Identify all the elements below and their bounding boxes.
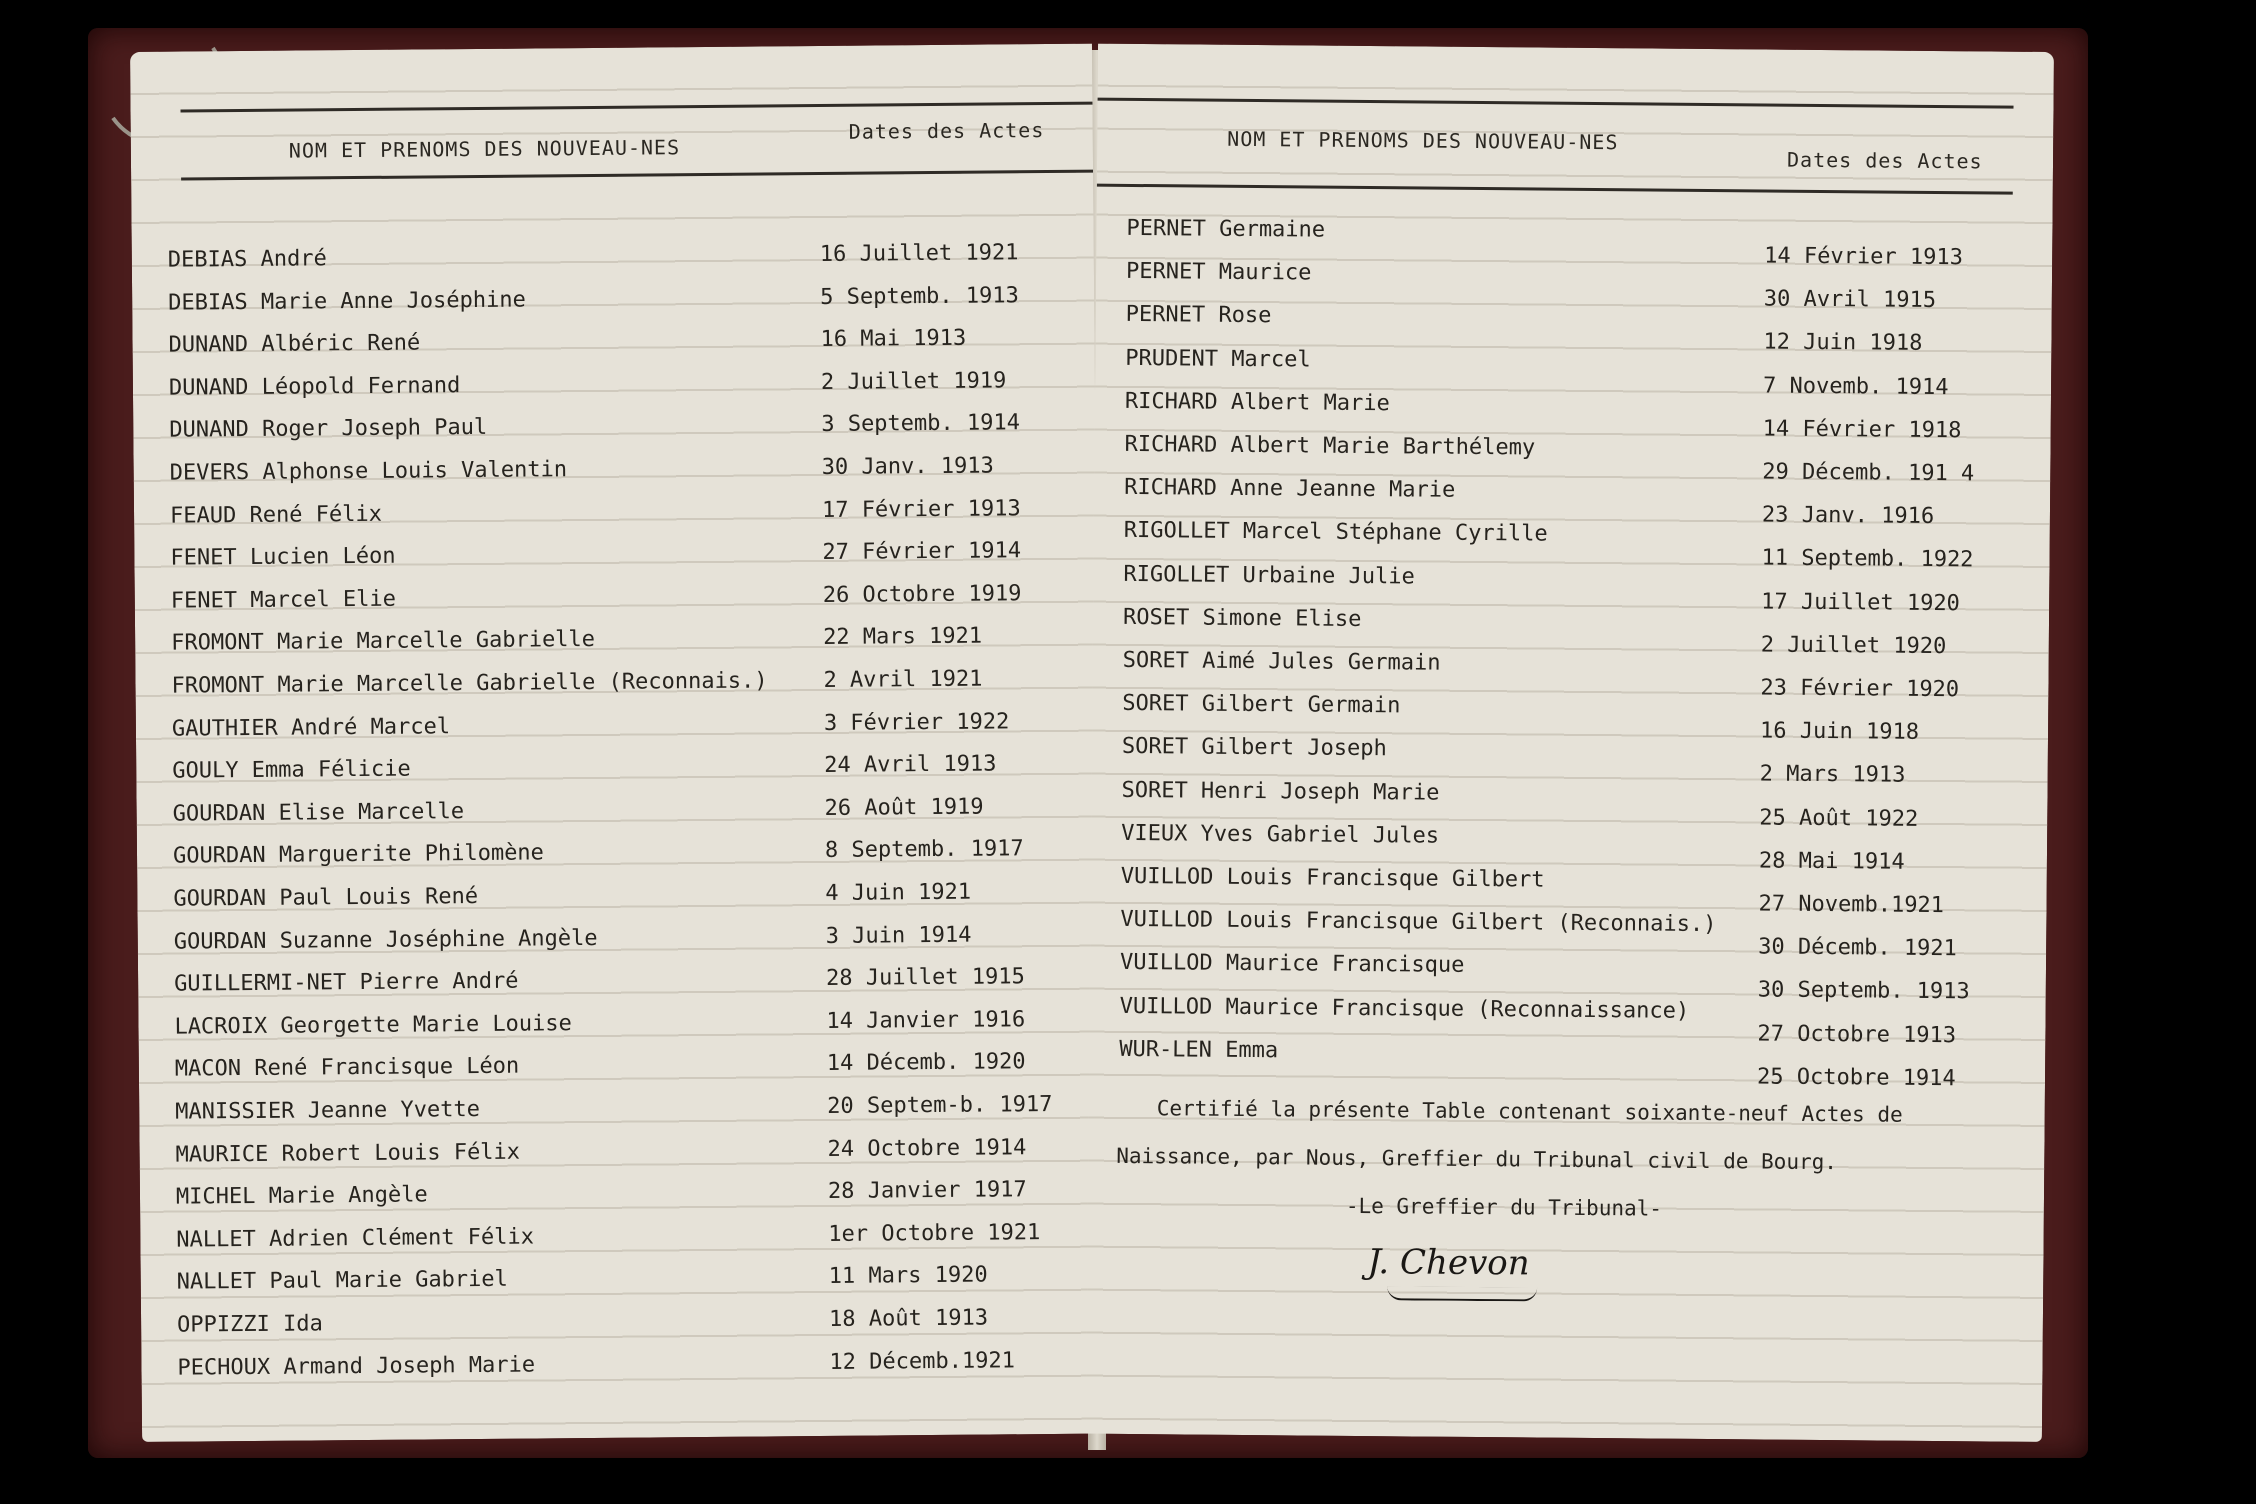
entry-date: 24 Octobre 1914 [827, 1134, 1027, 1162]
entry-name: DEBIAS André [167, 246, 327, 273]
entry-row [134, 453, 1096, 497]
entry-date: 2 Avril 1921 [823, 666, 983, 693]
entry-date: 30 Décemb. 1921 [1758, 934, 1957, 962]
entry-date: 30 Janv. 1913 [821, 453, 994, 480]
entry-date: 27 Octobre 1913 [1757, 1021, 1957, 1048]
entry-name: VUILLOD Louis Francisque Gilbert (Reconnais.) [1120, 907, 1717, 938]
entry-name: NALLET Paul Marie Gabriel [176, 1267, 508, 1296]
entry-name: GAUTHIER André Marcel [171, 713, 451, 742]
entry-row [1090, 950, 2046, 1005]
entry-name: GOURDAN Marguerite Philomène [172, 840, 544, 870]
entry-date: 14 Février 1918 [1762, 416, 1962, 444]
entry-name: WUR-LEN Emma [1119, 1036, 1279, 1064]
left-header-date: Dates des Actes [848, 118, 1045, 144]
entry-row [138, 1006, 1100, 1050]
entry-row [133, 367, 1095, 411]
entry-name: SORET Henri Joseph Marie [1121, 777, 1440, 806]
entry-date: 3 Septemb. 1914 [821, 410, 1021, 438]
entry-name: PRUDENT Marcel [1125, 345, 1311, 373]
entry-date: 12 Décemb.1921 [829, 1347, 1015, 1375]
entry-date: 14 Décemb. 1920 [826, 1049, 1026, 1077]
entry-name: LACROIX Georgette Marie Louise [174, 1010, 572, 1040]
entry-date: 16 Juin 1918 [1759, 718, 1920, 746]
entry-row [140, 1177, 1102, 1221]
entry-name: RICHARD Anne Jeanne Marie [1124, 475, 1456, 503]
entry-date: 26 Août 1919 [824, 794, 984, 821]
entry-name: VIEUX Yves Gabriel Jules [1121, 820, 1440, 849]
entry-row [1091, 863, 2047, 919]
entry-date: 11 Septemb. 1922 [1761, 545, 1974, 573]
entry-row [1094, 518, 2050, 573]
entry-name: RICHARD Albert Marie Barthélemy [1124, 431, 1536, 461]
entry-name: RIGOLLET Urbaine Julie [1123, 561, 1415, 590]
entry-row [1094, 431, 2050, 487]
entry-name: OPPIZZI Ida [177, 1311, 323, 1338]
header-bottom-rule [1097, 184, 2013, 195]
entry-name: VUILLOD Louis Francisque Gilbert [1120, 863, 1545, 893]
entry-row [1095, 302, 2051, 357]
entry-date: 30 Avril 1915 [1763, 286, 1937, 314]
entry-row [1090, 907, 2046, 962]
entry-row [1089, 1036, 2045, 1091]
entry-date: 17 Février 1913 [821, 495, 1021, 523]
entry-date: 27 Février 1914 [822, 538, 1022, 566]
entry-row [1095, 388, 2051, 444]
entry-name: FEAUD René Félix [169, 501, 383, 529]
entry-row [1092, 647, 2048, 703]
entry-name: GUILLERMI-NET Pierre André [174, 968, 519, 997]
entry-row [135, 623, 1097, 667]
entry-row [1091, 777, 2047, 832]
left-page [130, 44, 1104, 1442]
entry-name: FROMONT Marie Marcelle Gabrielle (Reconnais.) [171, 668, 768, 699]
entry-row [140, 1134, 1102, 1178]
entry-date: 1er Octobre 1921 [828, 1219, 1041, 1247]
entry-date: 23 Février 1920 [1760, 675, 1960, 703]
entry-row [137, 836, 1099, 880]
entry-name: RIGOLLET Marcel Stéphane Cyrille [1123, 518, 1548, 547]
entry-date: 4 Juin 1921 [825, 879, 972, 906]
entry-date: 2 Juillet 1920 [1760, 632, 1947, 659]
entry-row [1093, 604, 2049, 659]
entry-date: 12 Juin 1918 [1763, 329, 1923, 357]
entry-row [1096, 215, 2052, 271]
entry-name: MAURICE Robert Louis Félix [175, 1139, 521, 1168]
entry-name: DEVERS Alphonse Louis Valentin [169, 457, 568, 486]
entry-name: ROSET Simone Elise [1122, 604, 1362, 632]
entry-name: MANISSIER Jeanne Yvette [175, 1096, 480, 1125]
entry-row [133, 410, 1095, 454]
entry-row [140, 1219, 1102, 1263]
entry-row [1095, 345, 2051, 400]
entry-date: 11 Mars 1920 [828, 1262, 988, 1290]
entry-name: GOURDAN Suzanne Joséphine Angèle [173, 925, 598, 955]
entry-row [137, 879, 1099, 923]
entry-date: 5 Septemb. 1913 [820, 282, 1019, 310]
entry-row [1096, 259, 2052, 314]
entry-row [1094, 475, 2050, 530]
entry-row [136, 708, 1098, 752]
entry-row [135, 580, 1097, 624]
entry-row [1089, 993, 2045, 1048]
entry-name: DUNAND Léopold Fernand [168, 372, 461, 401]
entry-name: GOULY Emma Félicie [172, 756, 411, 784]
entry-date: 25 Août 1922 [1759, 805, 1919, 832]
entry-row [132, 325, 1094, 369]
entry-name: NALLET Adrien Clément Félix [176, 1224, 535, 1253]
signatory-title: -Le Greffier du Tribunal- [1345, 1193, 1663, 1221]
entry-date: 25 Octobre 1914 [1756, 1064, 1956, 1091]
entry-date: 26 Octobre 1919 [822, 581, 1022, 608]
entry-date: 30 Septemb. 1913 [1757, 977, 1970, 1005]
entry-date: 23 Janv. 1916 [1761, 502, 1935, 530]
greffier-signature: J. Chevon [1367, 1242, 1530, 1284]
entry-name: SORET Aimé Jules Germain [1122, 647, 1441, 676]
entry-row [138, 921, 1100, 965]
entry-date: 24 Avril 1913 [824, 751, 997, 779]
entry-row [134, 495, 1096, 539]
entry-date: 22 Mars 1921 [823, 623, 983, 651]
header-top-rule [1098, 98, 2014, 109]
entry-row [138, 964, 1100, 1008]
entry-row [141, 1262, 1103, 1306]
entry-name: PECHOUX Armand Joseph Marie [177, 1352, 536, 1381]
certification-line-2: Naissance, par Nous, Greffier du Tribunal civil de Bourg. [1116, 1143, 1838, 1175]
entry-row [132, 282, 1094, 326]
entry-name: PERNET Germaine [1126, 215, 1326, 243]
entry-date: 3 Juin 1914 [825, 922, 972, 949]
entry-date: 14 Janvier 1916 [826, 1007, 1026, 1034]
entry-date: 29 Décemb. 191 4 [1762, 459, 1975, 487]
entry-row [137, 793, 1099, 837]
entry-date: 2 Mars 1913 [1759, 761, 1906, 789]
entry-name: FENET Marcel Elie [170, 586, 397, 614]
entry-date: 20 Septem-b. 1917 [827, 1091, 1053, 1119]
entry-date: 16 Mai 1913 [820, 325, 967, 353]
entry-date: 14 Février 1913 [1764, 243, 1963, 271]
header-top-rule [181, 102, 1093, 113]
right-header-name: NOM ET PRENOMS DES NOUVEAU-NES [1227, 126, 1619, 155]
entry-row [139, 1092, 1101, 1136]
entry-name: FROMONT Marie Marcelle Gabrielle [171, 627, 596, 657]
entry-name: FENET Lucien Léon [170, 543, 396, 571]
entry-date: 28 Janvier 1917 [827, 1177, 1027, 1205]
certification-line-1: Certifié la présente Table contenant soixante-neuf Actes de [1156, 1096, 1903, 1127]
entry-row [1092, 691, 2048, 746]
entry-row [139, 1049, 1101, 1093]
entry-name: MACON René Francisque Léon [174, 1054, 520, 1083]
entry-name: RICHARD Albert Marie [1124, 388, 1390, 417]
entry-name: SORET Gilbert Joseph [1121, 734, 1387, 762]
entry-row [141, 1347, 1103, 1391]
right-header-date: Dates des Actes [1786, 147, 1983, 174]
entry-date: 27 Novemb.1921 [1758, 891, 1945, 919]
entry-row [135, 666, 1097, 710]
entry-date: 2 Juillet 1919 [820, 368, 1007, 395]
entry-date: 16 Juillet 1921 [819, 240, 1019, 267]
entry-row [141, 1305, 1103, 1349]
entry-date: 28 Juillet 1915 [826, 964, 1025, 992]
entry-date: 7 Novemb. 1914 [1762, 373, 1949, 400]
signature-flourish [1387, 1286, 1537, 1301]
entry-name: MICHEL Marie Angèle [175, 1182, 428, 1210]
entry-date: 17 Juillet 1920 [1761, 589, 1960, 616]
entry-date: 8 Septemb. 1917 [824, 836, 1024, 864]
entry-row [132, 240, 1094, 284]
entry-name: DUNAND Roger Joseph Paul [169, 415, 488, 444]
entry-date: 3 Février 1922 [823, 708, 1010, 736]
entry-name: PERNET Rose [1125, 302, 1272, 329]
entry-name: VUILLOD Maurice Francisque (Reconnaissance) [1119, 993, 1690, 1024]
entry-row [1092, 734, 2048, 789]
entry-name: GOURDAN Paul Louis René [173, 883, 479, 912]
entry-date: 28 Mai 1914 [1758, 848, 1905, 875]
entry-row [136, 751, 1098, 795]
entry-name: GOURDAN Elise Marcelle [172, 798, 465, 827]
header-bottom-rule [181, 170, 1093, 181]
entry-date: 18 Août 1913 [828, 1305, 989, 1332]
entry-name: VUILLOD Maurice Francisque [1119, 950, 1465, 979]
right-page [1086, 44, 2054, 1442]
entry-row [134, 538, 1096, 582]
entry-name: PERNET Maurice [1125, 259, 1312, 286]
entry-name: SORET Gilbert Germain [1122, 691, 1401, 719]
entry-name: DEBIAS Marie Anne Joséphine [168, 287, 526, 316]
entry-row [1091, 820, 2047, 875]
entry-name: DUNAND Albéric René [168, 330, 421, 358]
entry-row [1093, 561, 2049, 616]
left-header-name: NOM ET PRENOMS DES NOUVEAU-NES [288, 135, 681, 163]
